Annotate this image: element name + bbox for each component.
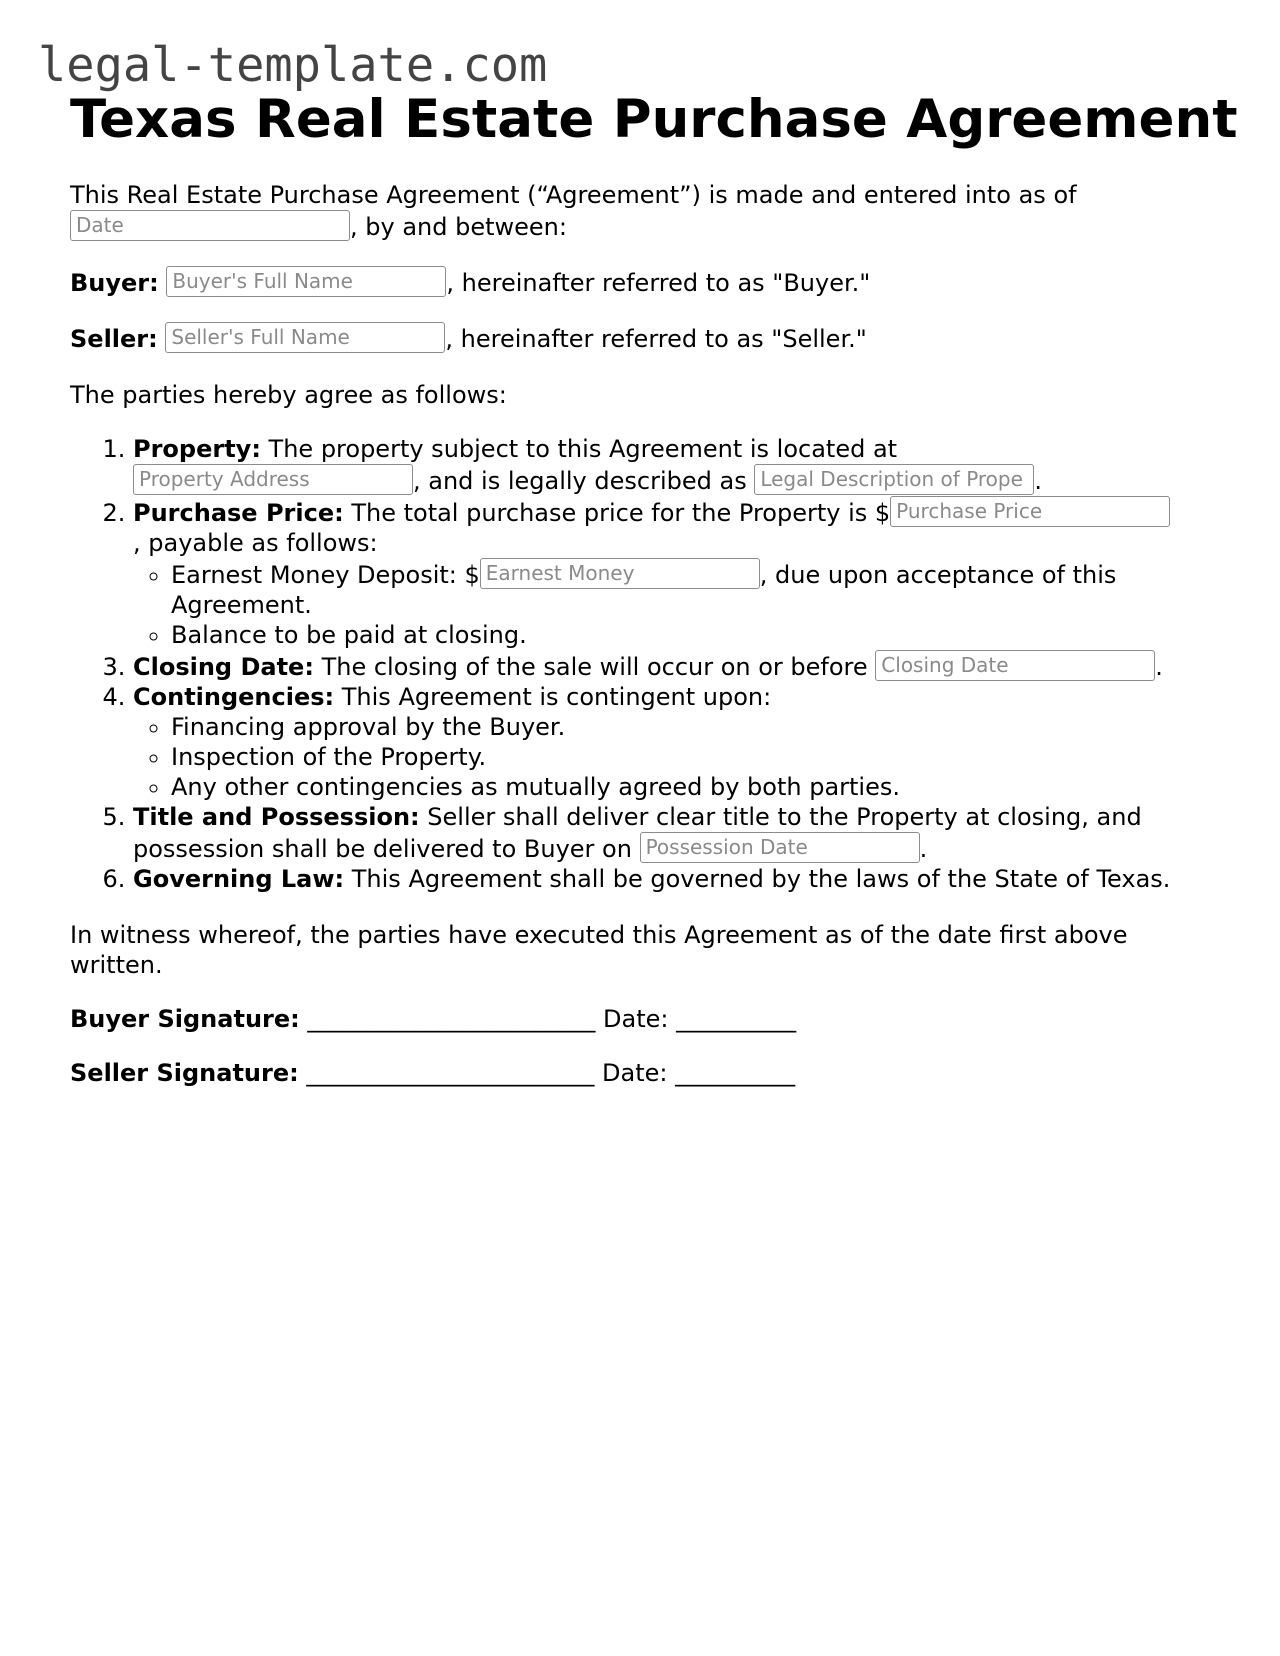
seller-suffix: , hereinafter referred to as "Seller." bbox=[445, 325, 867, 353]
term-closing-date bbox=[133, 650, 1210, 682]
earnest-money-item bbox=[171, 558, 1210, 620]
term-property-text3: . bbox=[1034, 467, 1042, 495]
agreement-date-field[interactable]: Date bbox=[70, 210, 350, 241]
seller-line bbox=[70, 322, 1210, 354]
term-governing-law bbox=[133, 864, 1210, 894]
buyer-signature-date: Date: __________ bbox=[603, 1005, 797, 1033]
buyer-signature-line bbox=[70, 1004, 1210, 1034]
term-title-possession bbox=[133, 802, 1210, 864]
term-contingencies-label: Contingencies: bbox=[133, 683, 335, 711]
contingency-item: ◦ Any other contingencies as mutually agreed by both parties. bbox=[171, 772, 1210, 802]
document-body bbox=[70, 180, 1210, 1088]
intro-paragraph bbox=[70, 180, 1210, 242]
witness-paragraph: In witness whereof, the parties have executed this Agreement as of the date first above written. bbox=[70, 921, 1128, 979]
term-closing-label: Closing Date: bbox=[133, 653, 314, 681]
term-title-text2: . bbox=[919, 835, 928, 863]
agree-text: The parties hereby agree as follows: bbox=[70, 381, 507, 409]
term-title-text: Seller shall deliver clear title to the Property at closing, and possession shall be delivered to Buyer on bbox=[133, 803, 1142, 863]
terms-list bbox=[70, 434, 1210, 894]
term-law-text: This Agreement shall be governed by the laws of the State of Texas. bbox=[344, 865, 1171, 893]
term-property-text2: , and is legally described as bbox=[413, 467, 755, 495]
legal-description-field[interactable]: Legal Description of Prope bbox=[754, 464, 1034, 495]
contingency-item: ◦ Financing approval by the Buyer. bbox=[171, 712, 1210, 742]
seller-signature-label: Seller Signature: bbox=[70, 1059, 299, 1087]
earnest-text: Earnest Money Deposit: $ bbox=[171, 561, 480, 589]
term-closing-text2: . bbox=[1155, 653, 1163, 681]
term-law-label: Governing Law: bbox=[133, 865, 345, 893]
term-price-text: The total purchase price for the Property is $ bbox=[343, 499, 891, 527]
purchase-price-field[interactable]: Purchase Price bbox=[890, 496, 1170, 527]
earnest-money-field[interactable]: Earnest Money bbox=[480, 558, 760, 589]
balance-item: ◦ Balance to be paid at closing. bbox=[171, 620, 1210, 650]
payment-list bbox=[133, 558, 1210, 650]
seller-signature-line bbox=[70, 1058, 1210, 1088]
buyer-signature-blank: ________________________ bbox=[299, 1005, 603, 1033]
term-price-label: Purchase Price: bbox=[133, 499, 344, 527]
seller-signature-blank: ________________________ bbox=[298, 1059, 602, 1087]
intro-text: This Real Estate Purchase Agreement (“Agreement”) is made and entered into as of bbox=[70, 181, 1077, 209]
document-page bbox=[70, 85, 1238, 1088]
possession-date-field[interactable]: Possession Date bbox=[640, 832, 920, 863]
earnest-text2: , due upon acceptance of this Agreement. bbox=[171, 561, 1117, 619]
buyer-line bbox=[70, 266, 1210, 298]
seller-signature-date: Date: __________ bbox=[602, 1059, 796, 1087]
term-property bbox=[133, 434, 1210, 496]
contingencies-list bbox=[133, 712, 1210, 802]
intro-text-after: , by and between: bbox=[350, 213, 567, 241]
watermark: legal-template.com bbox=[38, 38, 548, 93]
buyer-suffix: , hereinafter referred to as "Buyer." bbox=[446, 269, 871, 297]
contingency-item: ◦ Inspection of the Property. bbox=[171, 742, 1210, 772]
property-address-field[interactable]: Property Address bbox=[133, 464, 413, 495]
document-title: Texas Real Estate Purchase Agreement bbox=[70, 89, 1238, 150]
closing-date-field[interactable]: Closing Date bbox=[875, 650, 1155, 681]
term-property-label: Property: bbox=[133, 435, 261, 463]
buyer-signature-label: Buyer Signature: bbox=[70, 1005, 300, 1033]
term-contingencies bbox=[133, 682, 1210, 802]
term-contingencies-text: This Agreement is contingent upon: bbox=[334, 683, 772, 711]
seller-name-field[interactable]: Seller's Full Name bbox=[165, 322, 445, 353]
term-title-label: Title and Possession: bbox=[133, 803, 420, 831]
term-price-text2: , payable as follows: bbox=[133, 529, 378, 557]
term-closing-text: The closing of the sale will occur on or before bbox=[313, 653, 876, 681]
buyer-label: Buyer: bbox=[70, 269, 159, 297]
term-purchase-price bbox=[133, 496, 1210, 650]
seller-label: Seller: bbox=[70, 325, 158, 353]
term-property-text: The property subject to this Agreement is located at bbox=[260, 435, 898, 463]
buyer-name-field[interactable]: Buyer's Full Name bbox=[166, 266, 446, 297]
